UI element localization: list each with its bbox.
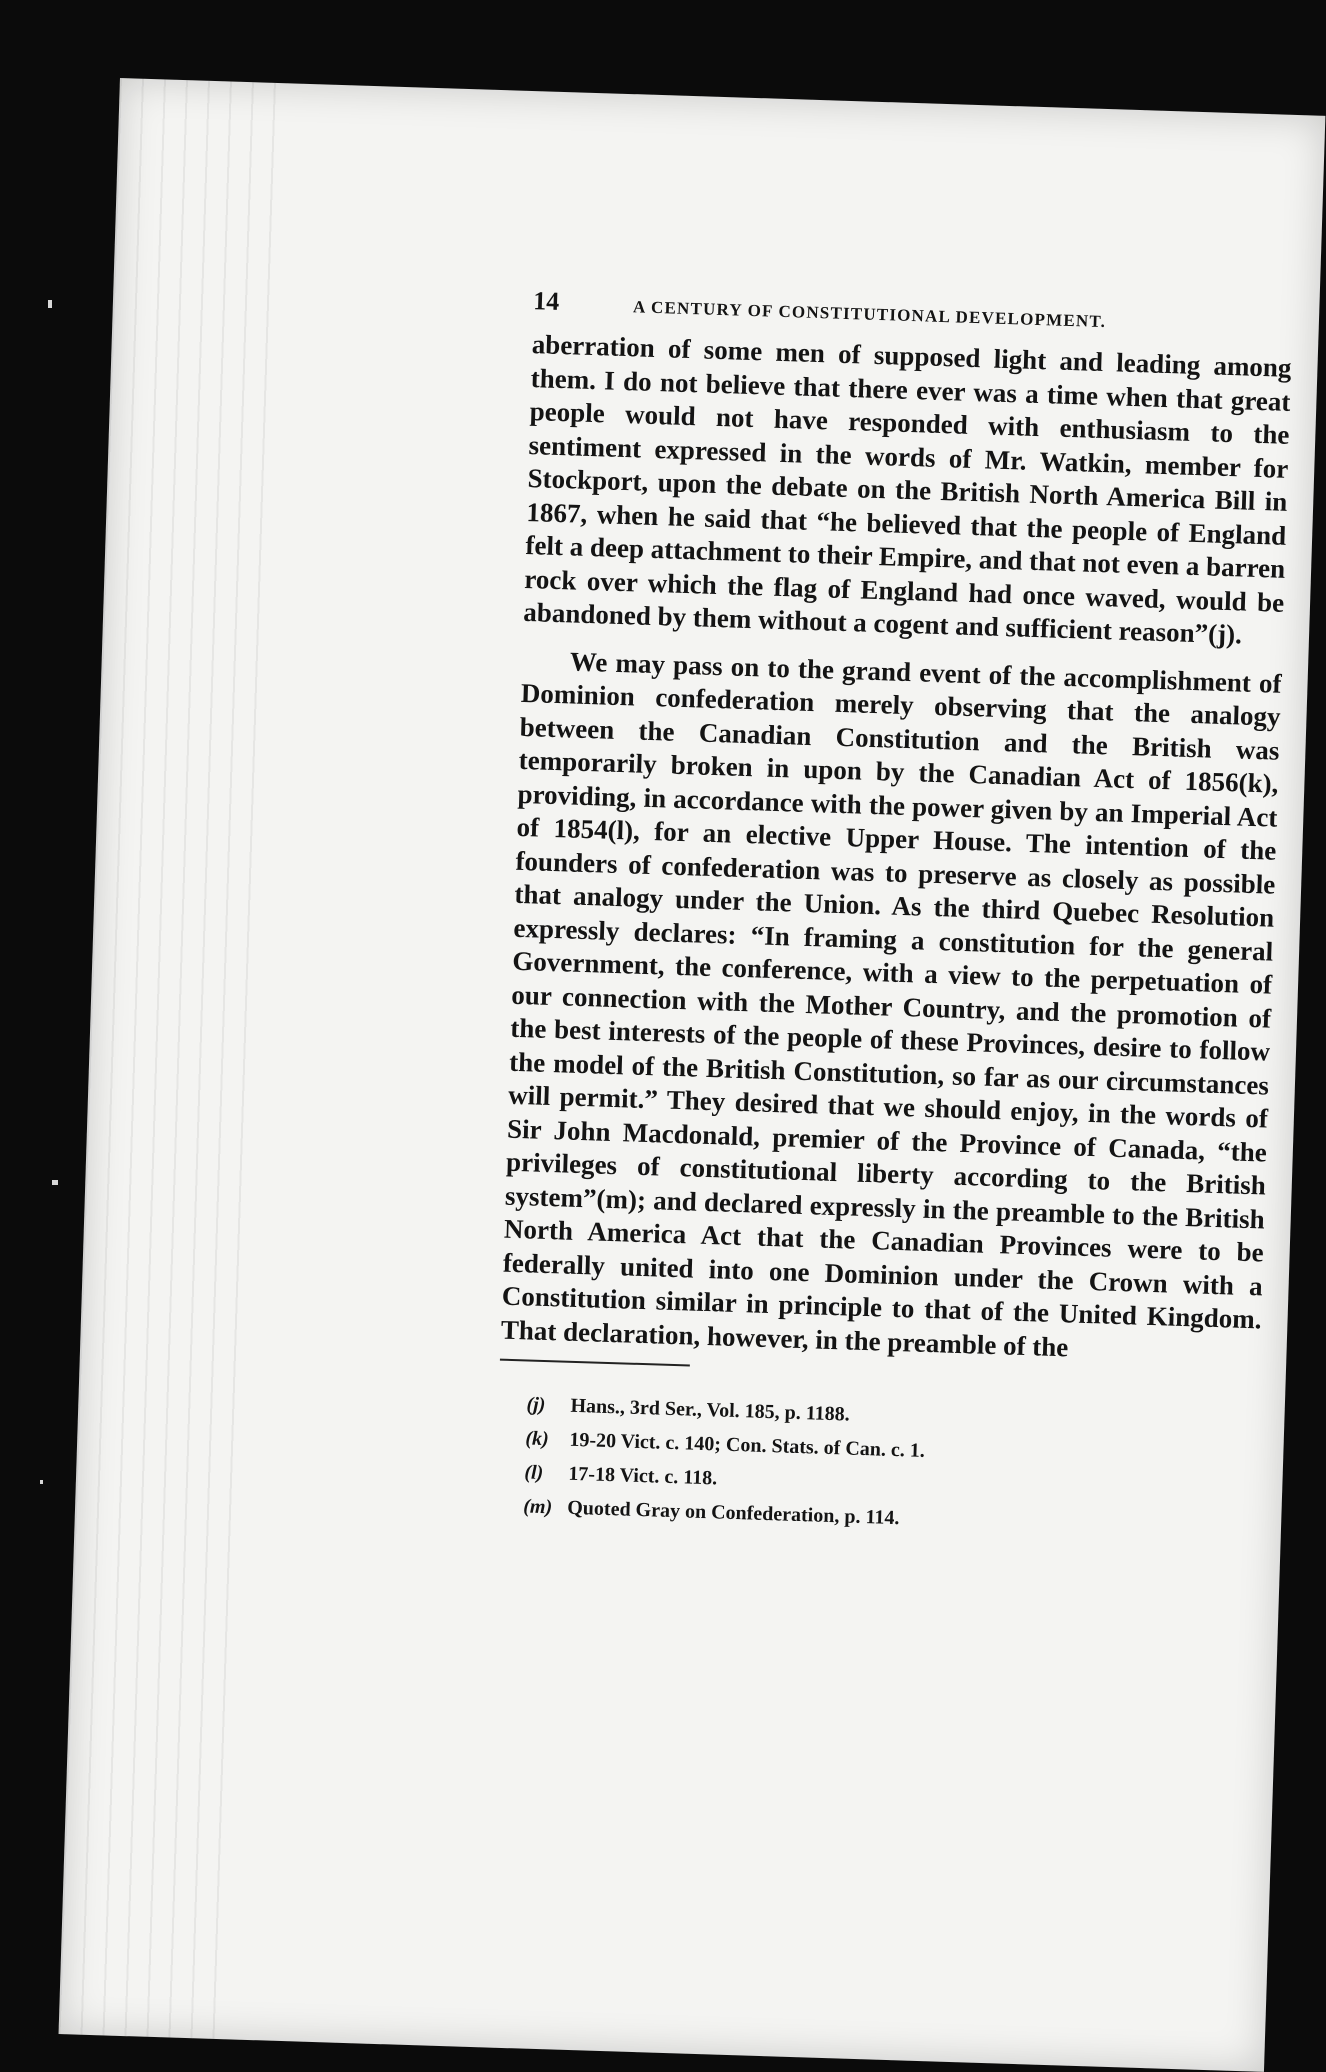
running-head: A CENTURY OF CONSTITUTIONAL DEVELOPMENT. [632, 297, 1107, 332]
paragraph: We may pass on to the grand event of the accomplishment of Dominion confederation merely observing that the analogy between the Canadian Constitution and the British was temporarily broken in upon by the Canadian Act of 1856(k), providing, in accordance with the power given by an Imperial Act of 1854(l), for an elective Upper House. The intention of the founders of confederation was to preserve as closely as possible that analogy under the Union. As the third Quebec Resolution expressly declares: “In framing a constitution for the general Government, the conference, with a view to the perpetuation of our connection with the Mother Country, and the promotion of the best interests of the people of these Provinces, desire to follow the model of the British Constitution, so far as our circumstances will permit.” They desired that we should enjoy, in the words of Sir John Macdonald, premier of the Province of Canada, “the privileges of constitutional liberty according to the British system”(m); and declared expressly in the preamble to the British North America Act that the Canadian Provinces were to be federally united into one Dominion under the Crown with a Constitution similar in principle to that of the United Kingdom. That declaration, however, in the preamble of the [500, 645, 1283, 1362]
footnote-mark: (l) [524, 1461, 544, 1484]
footnote-text: 17-18 Vict. c. 118. [568, 1462, 718, 1490]
footnote-mark: (j) [526, 1393, 546, 1417]
footnote-text: Hans., 3rd Ser., Vol. 185, p. 1188. [570, 1394, 851, 1426]
footnote-mark: (m) [522, 1495, 553, 1519]
body-text [500, 328, 1292, 1370]
scan-artifact [52, 1180, 58, 1185]
footnote-text: Quoted Gray on Confederation, p. 114. [566, 1496, 900, 1530]
book-page [59, 78, 1326, 2072]
footnote-text: 19-20 Vict. c. 140; Con. Stats. of Can. c. 1. [569, 1428, 926, 1462]
footnote-mark: (k) [525, 1427, 550, 1451]
footnote-divider [500, 1359, 690, 1367]
page-content [495, 286, 1293, 1546]
scan-artifact [48, 300, 52, 308]
scan-artifact [40, 1480, 43, 1484]
paragraph: aberration of some men of supposed light and leading among them. I do not believe that there ever was a time when that great people would not have responded with enthusiasm to the sentiment expressed in the words of Mr. Watkin, member for Stockport, upon the debate on the British North America Bill in 1867, when he said that “he believed that the people of England felt a deep attachment to their Empire, and that not even a barren rock over which the flag of England had once waved, would be abandoned by them without a cogent and sufficient reason”(j). [522, 329, 1292, 650]
page-stack-edges [59, 78, 280, 2039]
page-number: 14 [532, 286, 560, 316]
footnotes [495, 1387, 1259, 1547]
